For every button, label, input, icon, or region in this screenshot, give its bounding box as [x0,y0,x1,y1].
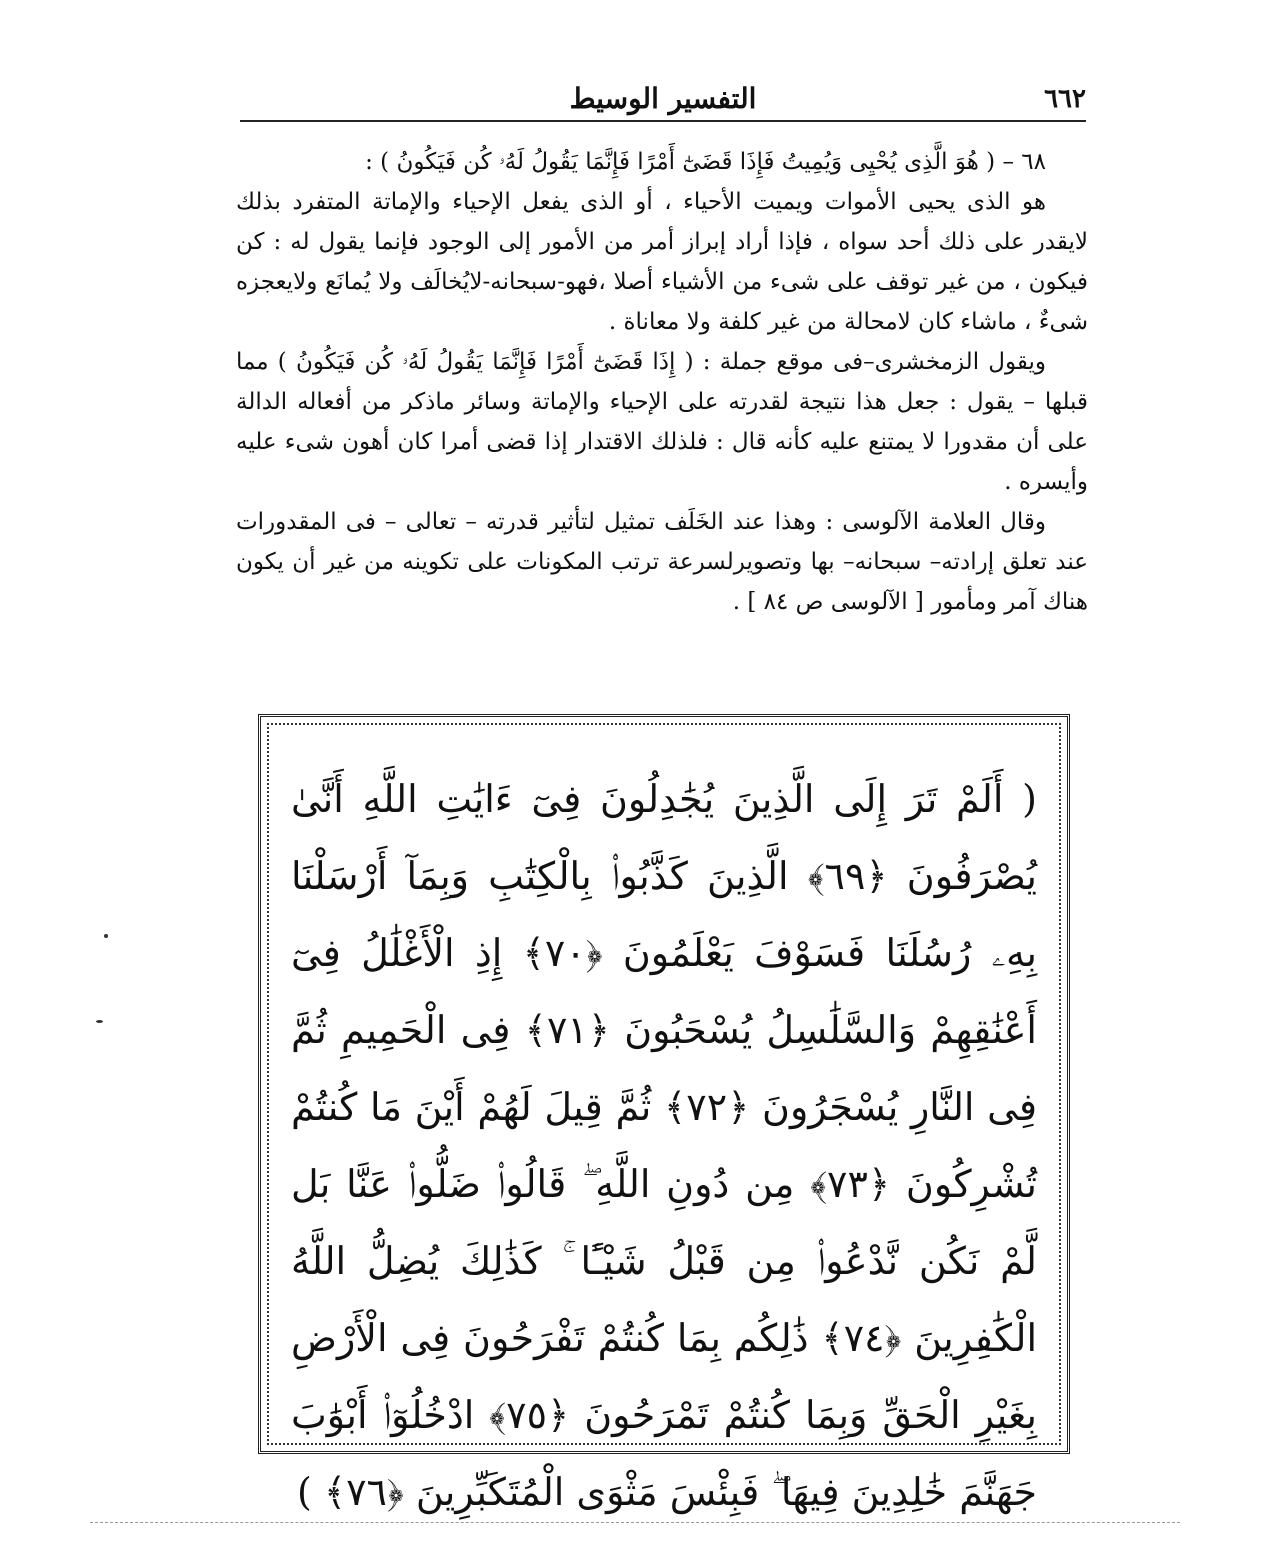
zamakhshari-paragraph: ويقول الزمخشرى–فى موقع جملة : ( إِذَا قَضَىٰٓ أَمْرًا فَإِنَّمَا يَقُولُ لَهُۥ كُن فَيَكُونُ ) مما قبلها – يقول : جعل هذا نتيجة لقدرته على الإحياء والإماتة وسائر ماذكر من أفعاله الدالة على أن مقدورا لا يمتنع عليه كأنه قال : فلذلك الاقتدار إذا قضى أمرا كان أهون شىء عليه وأيسره . [236,349,1088,495]
alusi-paragraph: وقال العلامة الآلوسى : وهذا عند الخَلَف تمثيل لتأثير قدرته – تعالى – فى المقدورات عند تعلق إرادته– سبحانه– بها وتصويرلسرعة ترتب المكونات على تكوينه من غير أن يكون هناك آمر ومأمور [ الآلوسى ص ٨٤ ] . [236,509,1088,615]
book-title: التفسير الوسيط [569,82,757,115]
quran-verses-frame [258,714,1070,1514]
scan-speck [104,934,108,938]
verse-68-heading: ٦٨ – ( هُوَ الَّذِى يُحْيِى وَيُمِيتُ فَإِذَا قَضَىٰٓ أَمْرًا فَإِنَّمَا يَقُولُ لَهُۥ كُن فَيَكُونُ ) : [365,149,1046,175]
verses-69-76: ( أَلَمْ تَرَ إِلَى الَّذِينَ يُجَٰدِلُونَ فِىٓ ءَايَٰتِ اللَّهِ أَنَّىٰ يُصْرَفُونَ ﴿٦٩﴾ الَّذِينَ كَذَّبُوا۟ بِالْكِتَٰبِ وَبِمَآ أَرْسَلْنَا بِهِۦ رُسُلَنَا فَسَوْفَ يَعْلَمُونَ ﴿٧٠﴾ إِذِ الْأَغْلَٰلُ فِىٓ أَعْنَٰقِهِمْ وَالسَّلَٰسِلُ يُسْحَبُونَ ﴿٧١﴾ فِى الْحَمِيمِ ثُمَّ فِى النَّارِ يُسْجَرُونَ ﴿٧٢﴾ ثُمَّ قِيلَ لَهُمْ أَيْنَ مَا كُنتُمْ تُشْرِكُونَ ﴿٧٣﴾ مِن دُونِ اللَّهِ ۖ قَالُوا۟ ضَلُّوا۟ عَنَّا بَل لَّمْ نَكُن نَّدْعُوا۟ مِن قَبْلُ شَيْـًٔا ۚ كَذَٰلِكَ يُضِلُّ اللَّهُ الْكَٰفِرِينَ ﴿٧٤﴾ ذَٰلِكُم بِمَا كُنتُمْ تَفْرَحُونَ فِى الْأَرْضِ بِغَيْرِ الْحَقِّ وَبِمَا كُنتُمْ تَمْرَحُونَ ﴿٧٥﴾ ادْخُلُوٓا۟ أَبْوَٰبَ جَهَنَّمَ خَٰلِدِينَ فِيهَا ۖ فَبِئْسَ مَثْوَى الْمُتَكَبِّرِينَ ﴿٧٦﴾ ) [291,777,1038,1514]
page-number: ٦٦٢ [1044,84,1086,114]
scan-speck [96,1020,103,1023]
commentary-paragraph: هو الذى يحيى الأموات ويميت الأحياء ، أو الذى يفعل الإحياء والإماتة المتفرد بذلك لايقدر على ذلك أحد سواه ، فإذا أراد إبراز أمر من الأمور إلى الوجود فإنما يقول له : كن فيكون ، من غير توقف على شىء من الأشياء أصلا ،فهو-سبحانه-لايُخالَف ولا يُمانَع ولايعجزه شىءٌ ، ماشاء كان لامحالة من غير كلفة ولا معاناة . [236,189,1088,335]
commentary-section [236,142,1088,622]
scan-edge-line [90,1522,1180,1523]
quran-verses-text [291,761,1037,1531]
page-header [240,82,1086,122]
